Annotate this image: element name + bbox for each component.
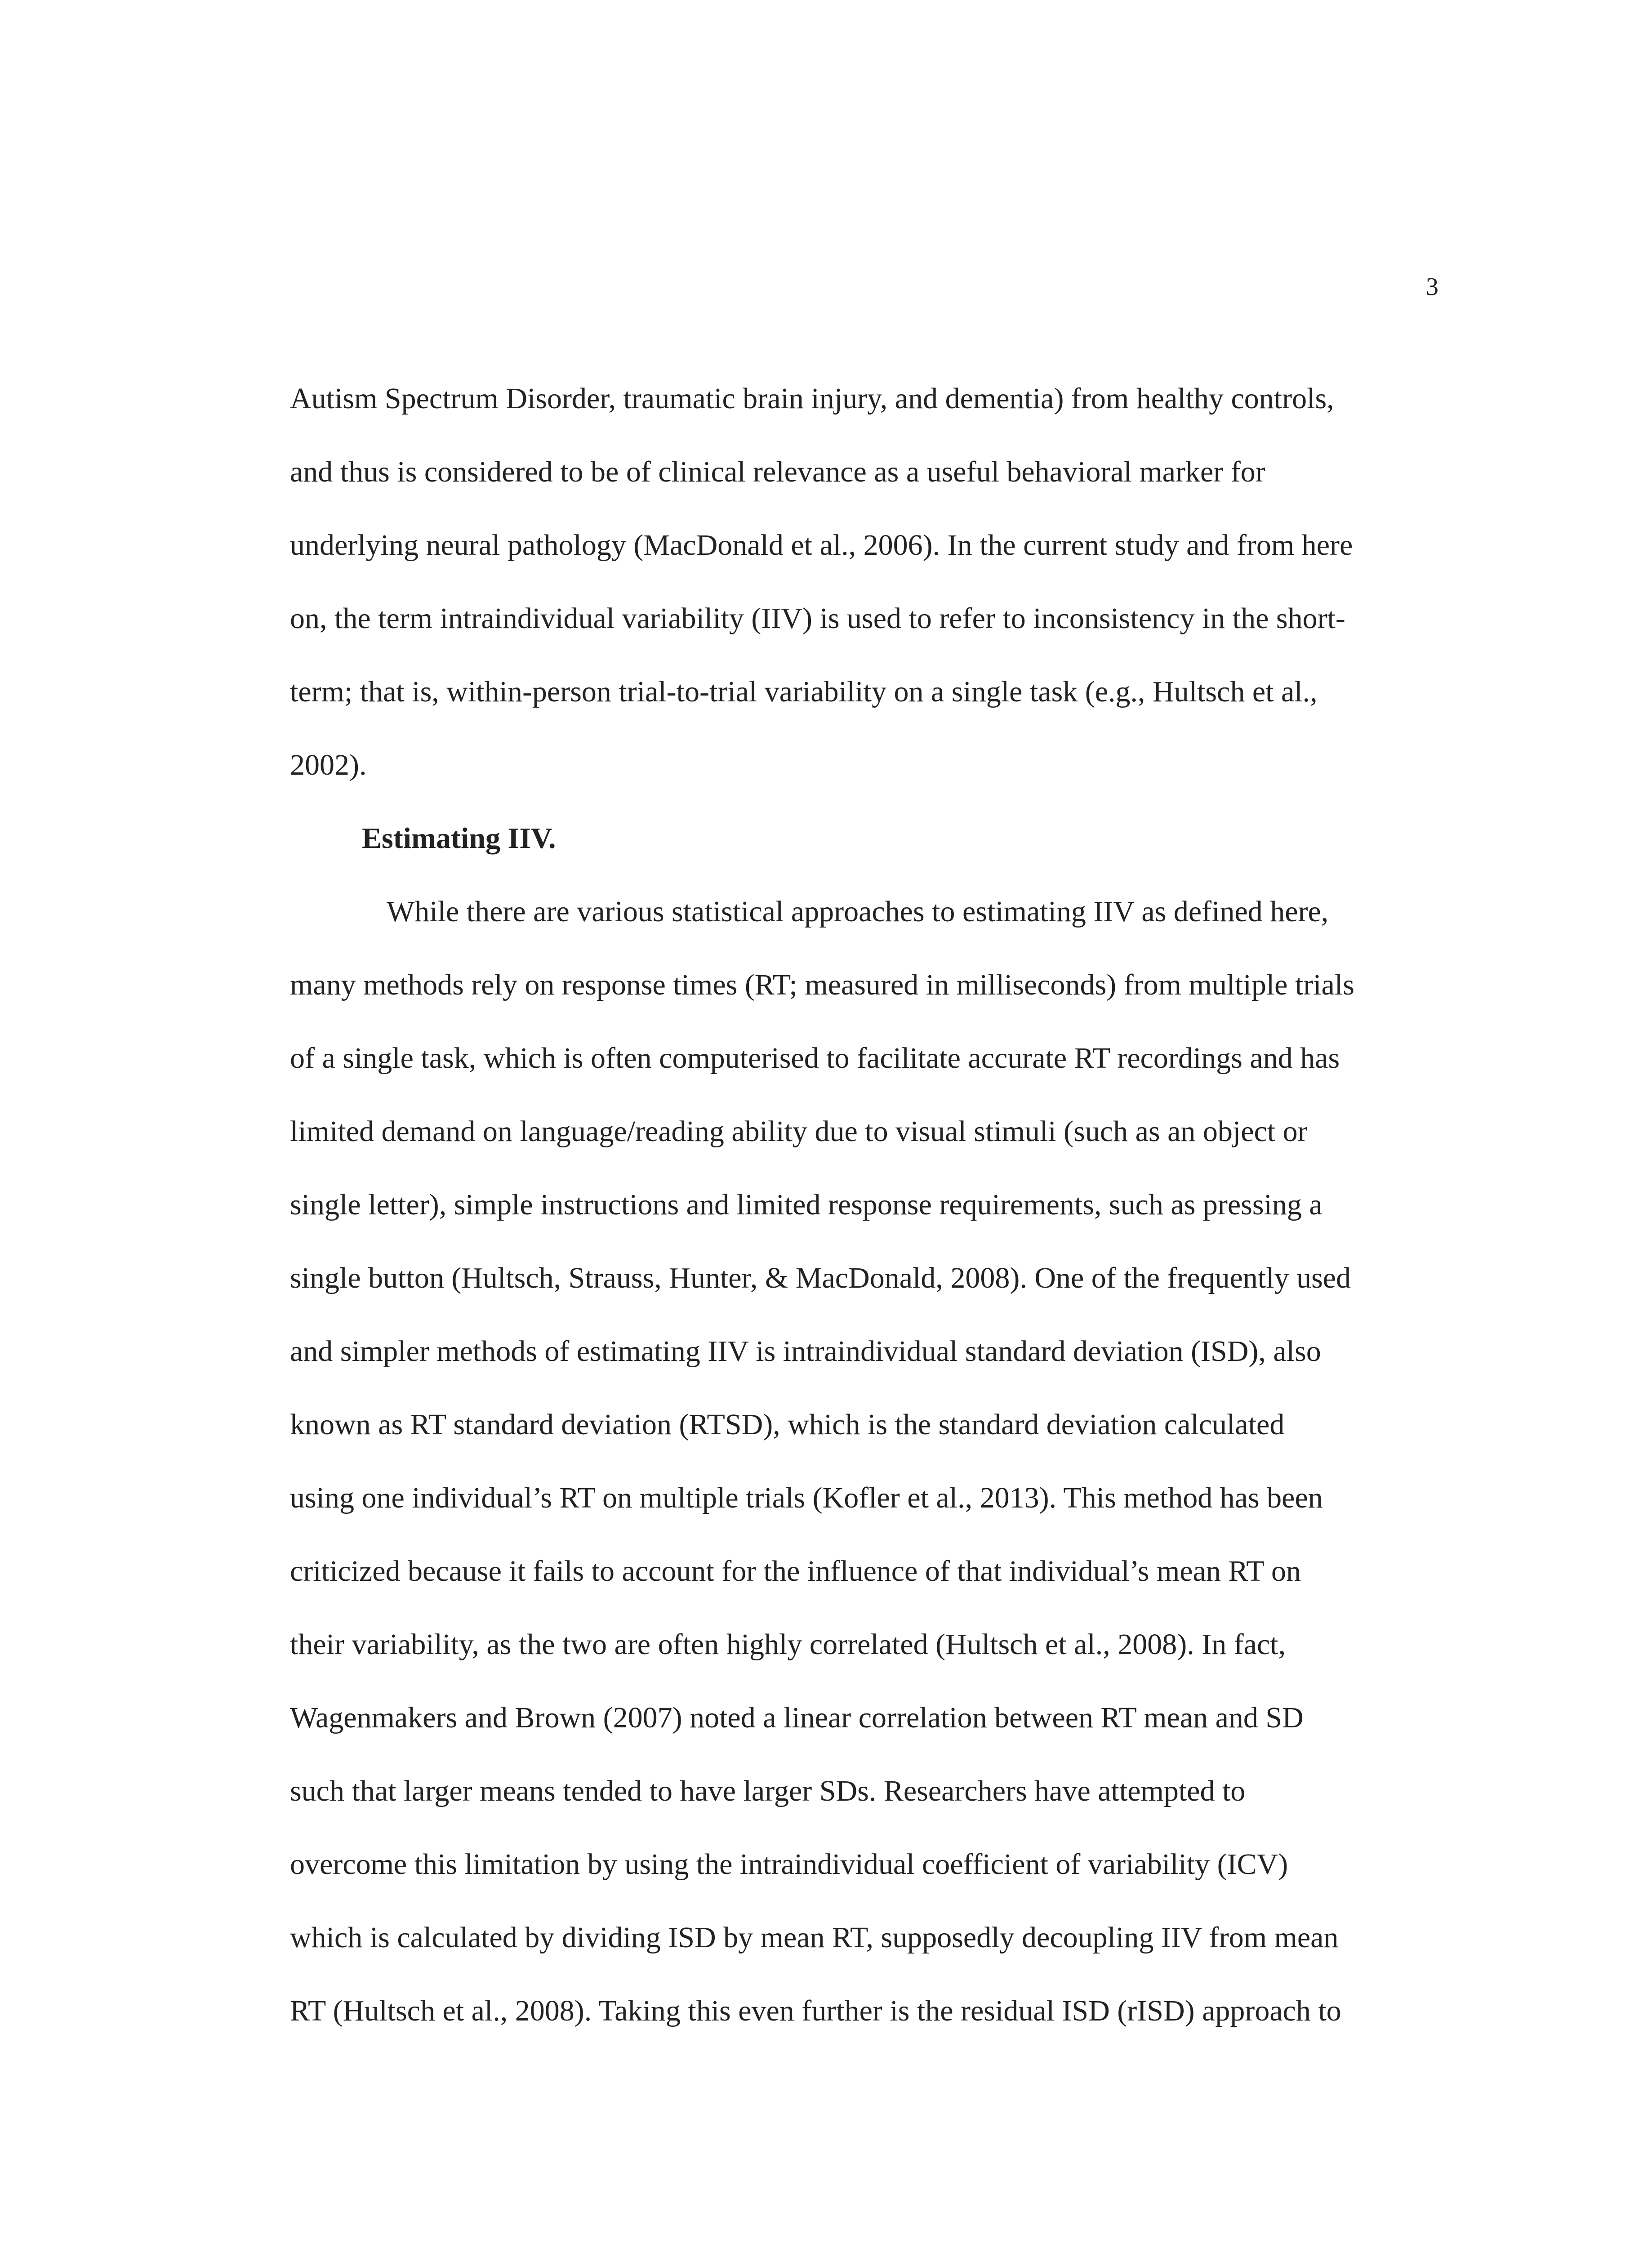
text-line: such that larger means tended to have larger SDs. Researchers have attempted to [290,1775,1246,1807]
text-line: 2002). [290,749,367,781]
text-line: single button (Hultsch, Strauss, Hunter, & MacDonald, 2008). One of the frequently used [290,1262,1351,1294]
text-line: While there are various statistical approaches to estimating IIV as defined here, [387,895,1329,928]
text-line: Wagenmakers and Brown (2007) noted a linear correlation between RT mean and SD [290,1701,1304,1734]
text-line: criticized because it fails to account for the influence of that individual’s mean RT on [290,1555,1301,1588]
text-line: overcome this limitation by using the intraindividual coefficient of variability (ICV) [290,1848,1288,1881]
text-line: many methods rely on response times (RT; measured in milliseconds) from multiple trials [290,968,1354,1001]
text-line: Autism Spectrum Disorder, traumatic brain injury, and dementia) from healthy controls, [290,382,1334,415]
text-line: on, the term intraindividual variability (IIV) is used to refer to inconsistency in the short- [290,602,1345,635]
text-line: term; that is, within-person trial-to-trial variability on a single task (e.g., Hultsch et al., [290,675,1318,708]
text-line: limited demand on language/reading ability due to visual stimuli (such as an object or [290,1115,1308,1148]
text-line: which is calculated by dividing ISD by mean RT, supposedly decoupling IIV from mean [290,1921,1339,1954]
text-line: using one individual’s RT on multiple trials (Kofler et al., 2013). This method has been [290,1481,1323,1514]
text-line: their variability, as the two are often highly correlated (Hultsch et al., 2008). In fact, [290,1628,1286,1661]
text-line: and simpler methods of estimating IIV is intraindividual standard deviation (ISD), also [290,1335,1321,1368]
text-line: RT (Hultsch et al., 2008). Taking this even further is the residual ISD (rISD) approach to [290,1994,1341,2027]
paragraph-estimating-iiv [290,875,1443,2047]
section-heading: Estimating IIV. [362,822,556,855]
text-line: known as RT standard deviation (RTSD), which is the standard deviation calculated [290,1408,1285,1441]
text-line: and thus is considered to be of clinical relevance as a useful behavioral marker for [290,455,1265,488]
text-line: single letter), simple instructions and limited response requirements, such as pressing a [290,1188,1322,1221]
text-line: underlying neural pathology (MacDonald et al., 2006). In the current study and from here [290,529,1353,562]
body-text [290,362,1443,2047]
page-number: 3 [1426,273,1438,301]
text-line: of a single task, which is often computerised to facilitate accurate RT recordings and has [290,1042,1340,1075]
paragraph-intro [290,362,1443,802]
